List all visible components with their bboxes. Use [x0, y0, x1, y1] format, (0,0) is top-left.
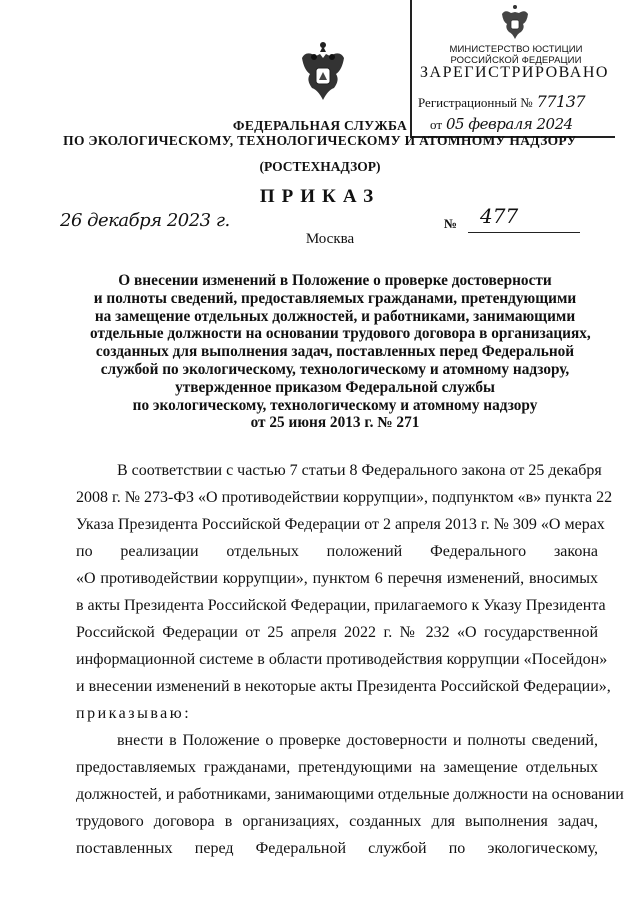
stamp-registered: ЗАРЕГИСТРИРОВАНО	[420, 64, 609, 81]
body-line: Указа Президента Российской Федерации от 2 апреля 2013 г. № 309 «О мерах	[76, 516, 605, 533]
title-line: на замещение отдельных должностей, и работниками, занимающими	[94, 307, 576, 325]
body-line: в акты Президента Российской Федерации, прилагаемого к Указу Президента	[76, 597, 606, 614]
title-line: службой по экологическому, технологическому и атомному надзору,	[100, 360, 570, 378]
body-line: трудового договора в организациях, созданных для выполнения задач,	[76, 813, 598, 830]
title-line: О внесении изменений в Положение о проверке достоверности	[118, 272, 552, 289]
title-line: утвержденное приказом Федеральной службы	[175, 378, 495, 396]
order-number-label: №	[444, 216, 458, 231]
stamp-reg-number: 77137	[536, 92, 586, 111]
stamp-date-label: от	[430, 117, 443, 132]
stamp-date-value: 05 февраля 2024	[446, 115, 573, 133]
body-line: «О противодействии коррупции», пунктом 6 перечня изменений, вносимых	[76, 570, 598, 587]
agency-abbreviation: (РОСТЕХНАДЗОР)	[259, 159, 381, 174]
document-type: ПРИКАЗ	[259, 186, 381, 207]
body-line: информационной системе в области противодействия коррупции «Посейдон»	[76, 651, 608, 668]
title-line: от 25 июня 2013 г. № 271	[250, 414, 420, 432]
city: Москва	[305, 231, 355, 247]
body-line-orders: приказываю:	[76, 705, 192, 722]
order-title	[90, 272, 591, 432]
body-line: и внесении изменений в некоторые акты Президента Российской Федерации»,	[76, 678, 611, 695]
body-line: В соответствии с частью 7 статьи 8 Федерального закона от 25 декабря	[117, 462, 602, 479]
stamp-coat-of-arms-icon	[500, 4, 530, 40]
title-line: по экологическому, технологическому и атомному надзору	[132, 396, 538, 414]
title-line: созданных для выполнения задач, поставленных перед Федеральной	[95, 343, 575, 361]
title-line: отдельные должности на основании трудового договора в организациях,	[90, 325, 591, 343]
body-line: Российской Федерации от 25 апреля 2022 г. № 232 «О государственной	[76, 624, 598, 641]
title-line: и полноты сведений, предоставляемых гражданами, претендующими	[93, 289, 577, 307]
body-line: предоставляемых гражданами, претендующими на замещение отдельных	[76, 759, 598, 776]
body-line: 2008 г. № 273-ФЗ «О противодействии коррупции», подпунктом «в» пункта 22	[76, 489, 613, 506]
agency-name-line1: ФЕДЕРАЛЬНАЯ СЛУЖБА	[232, 118, 408, 133]
body-line: должностей, и работниками, занимающими отдельные должности на основании	[76, 786, 624, 803]
body-line: внести в Положение о проверке достоверности и полноты сведений,	[117, 732, 598, 749]
stamp-ministry: МИНИСТЕРСТВО ЮСТИЦИИ РОССИЙСКОЙ ФЕДЕРАЦИИ	[449, 44, 583, 66]
body-line: по реализации отдельных положений Федерального закона	[76, 543, 598, 560]
agency-name-line2: ПО ЭКОЛОГИЧЕСКОМУ, ТЕХНОЛОГИЧЕСКОМУ И АТОМНОМУ НАДЗОРУ	[63, 133, 577, 148]
body-line: поставленных перед Федеральной службой по экологическому,	[76, 840, 598, 857]
order-date: 26 декабря 2023 г.	[60, 210, 230, 231]
stamp-registration-number	[418, 92, 585, 111]
stamp-reg-label: Регистрационный №	[418, 95, 533, 110]
order-number: 477	[480, 204, 519, 228]
coat-of-arms-icon	[298, 40, 348, 104]
